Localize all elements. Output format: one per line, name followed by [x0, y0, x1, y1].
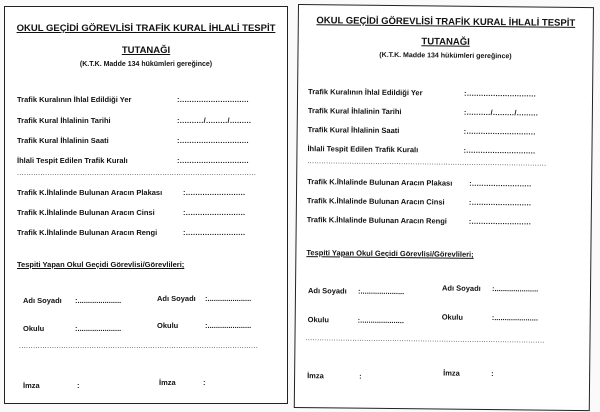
ad-soyadi-value-right-2: :..................... — [491, 284, 539, 294]
section-title: Tespiti Yapan Okul Geçidi Görevlisi/Görevlileri; — [17, 260, 185, 269]
ad-soyadi-label-right: Adı Soyadı — [307, 286, 347, 296]
ad-soyadi-value-right: :..................... — [357, 286, 405, 297]
ad-soyadi-value-2: :..................... — [205, 294, 252, 303]
field-type-right: Trafik K.İhlalinde Bulunan Aracın Cinsi :......................... — [306, 196, 532, 208]
ad-soyadi-label-right-2: Adı Soyadı — [441, 283, 481, 293]
section-title-right: Tespiti Yapan Okul Geçidi Görevlisi/Görevlileri; — [306, 248, 474, 259]
imza-colon-right: : — [359, 371, 362, 381]
okulu-label-2: Okulu — [157, 321, 179, 330]
okulu-value-2: :..................... — [205, 321, 252, 330]
field-color-right: Trafik K.İhlalinde Bulunan Aracın Rengi :......................... — [306, 215, 532, 227]
okulu-dotted-line-right: ...................................................................................................... — [305, 335, 545, 345]
ad-soyadi-value: :..................... — [75, 296, 122, 305]
field-plate-right: Trafik K.İhlalinde Bulunan Aracın Plakası :......................... — [307, 177, 532, 189]
ad-soyadi-label: Adı Soyadı — [23, 296, 62, 305]
okulu-label-right: Okulu — [307, 315, 330, 325]
dotted-line: ...................................................................................................... — [17, 170, 257, 177]
field-date-right: Trafik Kural İhlalinin Tarihi :........../........./......... — [307, 106, 539, 118]
field-rule-right: İhlali Tespit Edilen Trafik Kuralı :............................. — [307, 144, 536, 156]
form-left: OKUL GEÇİDİ GÖREVLİSİ TRAFİK KURAL İHLALİ TESPİT TUTANAĞI (K.T.K. Madde 134 hükümleri gereğince) Trafik Kuralının İhlal Edildiği Yer :............................. Trafik Kural İhlalinin Tarihi :........../........./......... Trafik Kural İhlalinin Saati :............................. İhlali Tespit Edilen Trafik Kuralı :............................. ...................................................................................................... Trafik K.İhlalinde Bulunan Aracın Plakası :......................... Trafik K.İhlalinde Bulunan Aracın Cinsi :......................... Trafik K.İhlalinde Bulunan Aracın Rengi :......................... Tespiti Yapan Okul Geçidi Görevlisi/Görevlileri; Adı Soyadı :..................... Adı Soyadı :..................... Okulu :..................... Okulu :..................... ...................................................................................................... İmza : İmza : — [4, 6, 288, 404]
ad-soyadi-label-2: Adı Soyadı — [157, 294, 196, 303]
form-right — [294, 4, 594, 411]
field-place-right: Trafik Kuralının İhlal Edildiği Yer :............................. — [308, 87, 537, 99]
form-subtitle-right: TUTANAĞI — [421, 36, 470, 48]
okulu-value-right-2: :..................... — [491, 313, 539, 323]
imza-label-2: İmza — [159, 378, 176, 387]
imza-colon-2: : — [203, 378, 206, 387]
imza-label-right: İmza — [307, 371, 324, 381]
imza-colon-right-2: : — [491, 369, 494, 379]
imza-colon: : — [77, 381, 80, 390]
form-subtitle: TUTANAĞI — [121, 45, 171, 56]
okulu-value-right: :..................... — [357, 315, 405, 326]
form-title: OKUL GEÇİDİ GÖREVLİSİ TRAFİK KURAL İHLALİ TESPİT — [16, 23, 276, 34]
form-note: (K.T.K. Madde 134 hükümleri gereğince) — [79, 61, 213, 68]
form-title-right: OKUL GEÇİDİ GÖREVLİSİ TRAFİK KURAL İHLALİ TESPİT — [316, 15, 576, 29]
okulu-dotted-line: ...................................................................................................... — [19, 343, 259, 350]
okulu-value: :..................... — [75, 324, 122, 333]
imza-label: İmza — [23, 381, 40, 390]
okulu-label-right-2: Okulu — [441, 312, 464, 322]
field-time-right: Trafik Kural İhlalinin Saati :............................. — [307, 125, 536, 137]
imza-label-right-2: İmza — [443, 368, 460, 378]
dotted-line-right: ...................................................................................................... — [307, 158, 547, 168]
form-note-right: (K.T.K. Madde 134 hükümleri gereğince) — [379, 51, 512, 61]
okulu-label: Okulu — [23, 324, 45, 333]
